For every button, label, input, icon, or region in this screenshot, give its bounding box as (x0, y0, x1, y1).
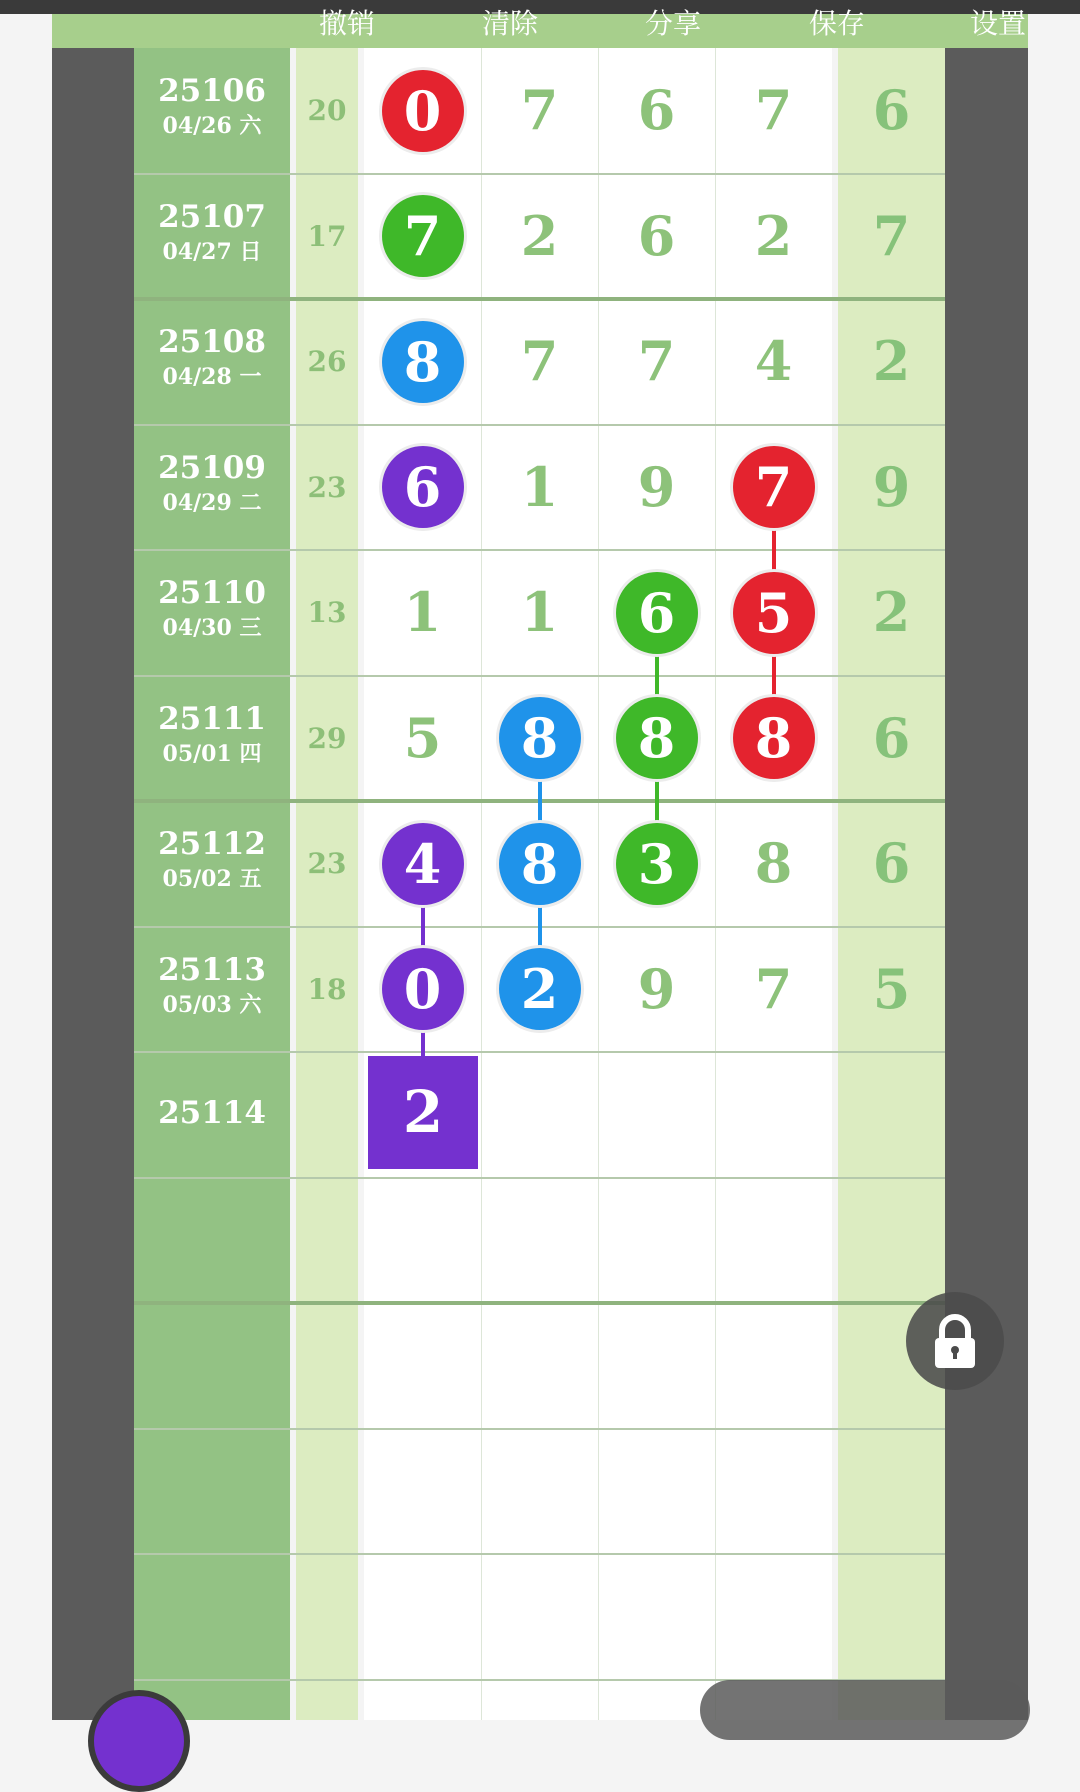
right-margin (945, 48, 1028, 1720)
share-button[interactable]: 分享 (644, 7, 701, 40)
period-cell (134, 927, 290, 1052)
digit-cell[interactable] (715, 1052, 832, 1177)
sum-value: 18 (307, 972, 347, 1006)
digit-cell[interactable]: 7 (754, 78, 793, 142)
digit-ball[interactable]: 7 (733, 446, 815, 528)
sum-value (296, 1052, 358, 1177)
digit-ball[interactable]: 8 (499, 697, 581, 779)
period-date: 04/27 日 (162, 238, 262, 265)
period-date: 05/03 六 (162, 991, 262, 1018)
sum-value: 23 (307, 847, 347, 880)
digit-cell[interactable] (481, 1052, 598, 1177)
bottom-toolbar[interactable] (700, 1680, 1030, 1740)
extra-value (838, 1052, 945, 1177)
extra-value: 6 (872, 78, 911, 142)
digit-cell[interactable]: 2 (520, 203, 559, 268)
period-number: 25111 (158, 700, 266, 737)
undo-button[interactable]: 撤销 (318, 7, 375, 40)
sum-value: 29 (307, 721, 347, 755)
digit-ball[interactable]: 2 (499, 948, 581, 1030)
save-button[interactable]: 保存 (808, 7, 865, 40)
extra-value: 6 (872, 705, 911, 770)
period-number: 25113 (158, 951, 266, 988)
period-cell (134, 1052, 290, 1177)
extra-value: 2 (872, 329, 911, 393)
digit-cell[interactable]: 7 (637, 329, 676, 393)
extra-value: 9 (872, 454, 911, 519)
digit-cell[interactable]: 4 (754, 329, 793, 393)
digit-cell[interactable]: 7 (520, 329, 559, 393)
period-cell (134, 801, 290, 926)
period-cell (134, 550, 290, 675)
sum-value: 26 (307, 345, 347, 378)
period-number: 25114 (158, 1095, 266, 1131)
digit-ball[interactable]: 7 (382, 195, 464, 277)
period-number: 25108 (158, 324, 266, 360)
left-margin (52, 48, 134, 1720)
period-number: 25106 (158, 73, 266, 109)
sum-value: 17 (307, 219, 347, 253)
period-number: 25110 (158, 575, 266, 611)
digit-cell[interactable]: 9 (637, 956, 676, 1021)
digit-ball[interactable]: 8 (616, 697, 698, 779)
digit-cell[interactable]: 2 (754, 203, 793, 268)
digit-ball[interactable]: 3 (616, 823, 698, 905)
extra-value: 7 (872, 203, 911, 268)
period-cell (134, 676, 290, 801)
period-date: 05/02 五 (162, 866, 262, 892)
digit-ball[interactable]: 8 (733, 697, 815, 779)
digit-cell[interactable]: 7 (754, 956, 793, 1021)
period-number: 25107 (158, 198, 266, 235)
group-divider (134, 1301, 945, 1305)
row-divider (134, 1553, 945, 1555)
digit-ball[interactable]: 0 (382, 948, 464, 1030)
lock-icon (906, 1292, 1004, 1390)
digit-ball[interactable]: 5 (733, 572, 815, 654)
digit-cell[interactable]: 6 (637, 78, 676, 142)
period-date: 04/26 六 (162, 113, 262, 139)
digit-ball[interactable]: 8 (382, 321, 464, 403)
period-cell (134, 174, 290, 299)
period-cell (134, 48, 290, 173)
digit-cell[interactable]: 5 (403, 705, 442, 770)
clear-button[interactable]: 清除 (481, 7, 538, 40)
period-number: 25109 (158, 449, 266, 486)
settings-button[interactable]: 设置 (969, 7, 1026, 40)
digit-cell[interactable]: 1 (520, 580, 559, 644)
row-divider (134, 1428, 945, 1430)
toolbar (52, 7, 1028, 48)
digit-cell[interactable]: 8 (754, 831, 793, 895)
period-date: 05/01 四 (162, 740, 262, 767)
extra-value: 6 (872, 831, 911, 895)
digit-ball[interactable]: 8 (499, 823, 581, 905)
digit-ball[interactable]: 4 (382, 823, 464, 905)
sum-value: 23 (307, 470, 347, 504)
digit-ball[interactable]: 0 (382, 70, 464, 152)
digit-cell[interactable]: 1 (520, 454, 559, 519)
period-date: 04/28 一 (162, 364, 262, 390)
digit-ball[interactable]: 6 (382, 446, 464, 528)
sum-value: 13 (307, 596, 347, 629)
digit-cell[interactable]: 1 (403, 580, 442, 644)
digit-cell[interactable] (598, 1052, 715, 1177)
period-cell (134, 425, 290, 550)
extra-value: 5 (872, 956, 911, 1021)
extra-value: 2 (872, 580, 911, 644)
sum-value: 20 (307, 94, 347, 127)
digit-cell[interactable]: 9 (637, 454, 676, 519)
floating-ball-button[interactable] (88, 1690, 190, 1792)
pending-selection[interactable]: 2 (368, 1056, 478, 1169)
digit-cell[interactable]: 6 (637, 203, 676, 268)
digit-cell[interactable]: 7 (520, 78, 559, 142)
period-cell (134, 299, 290, 424)
period-number: 25112 (158, 826, 266, 862)
digit-ball[interactable]: 6 (616, 572, 698, 654)
lock-button[interactable] (906, 1292, 1004, 1390)
period-date: 04/30 三 (162, 615, 262, 641)
period-date: 04/29 二 (162, 489, 262, 516)
